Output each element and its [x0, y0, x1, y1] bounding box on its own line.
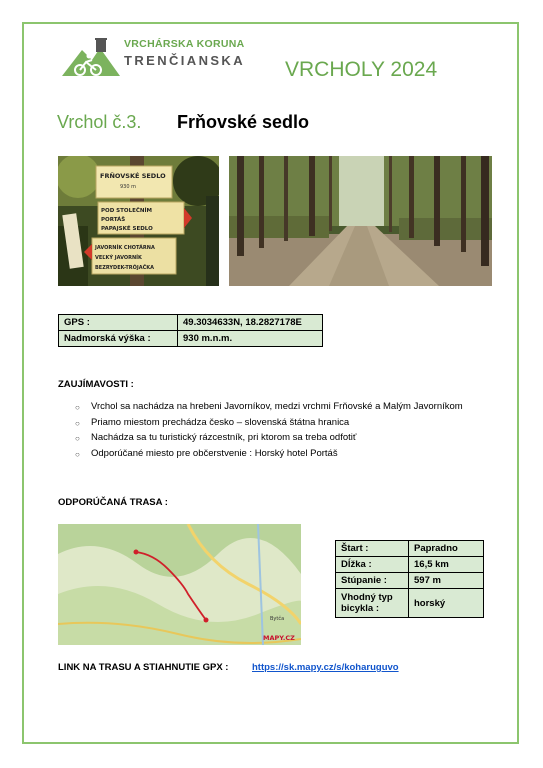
- bullet-icon: ○: [75, 418, 80, 428]
- gps-label: GPS :: [59, 315, 178, 331]
- sign-line-4: PORTÁŠ: [101, 217, 126, 223]
- logo-line1: VRCHÁRSKA KORUNA: [124, 38, 245, 50]
- route-map[interactable]: [58, 524, 301, 645]
- sign-line-6: JAVORNÍK CHOTÁRNA: [95, 245, 155, 251]
- table-row: [336, 541, 484, 557]
- start-value: Papradno: [409, 541, 484, 557]
- route-title: ODPORÚČANÁ TRASA :: [58, 497, 168, 508]
- sign-line-8: BEZRYDEK-TRÓJAČKA: [95, 265, 155, 271]
- peak-name: Frňovské sedlo: [177, 112, 310, 132]
- route-link[interactable]: https://sk.mapy.cz/s/koharuguvo: [252, 662, 399, 673]
- length-value: 16,5 km: [409, 557, 484, 573]
- table-row: [59, 315, 323, 331]
- sign-line-2: 930 m: [120, 184, 137, 190]
- peak-number: Vrchol č.3.: [57, 112, 142, 132]
- bullet-icon: ○: [75, 434, 80, 443]
- list-item: ○ Priamo miestom prechádza česko – slovenská štátna hranica: [75, 415, 463, 431]
- sign-line-3: POD STOLEČNÍM: [101, 208, 152, 214]
- sign-line-7: VEĽKÝ JAVORNÍK: [95, 255, 142, 261]
- list-item: ○ Vrchol sa nachádza na hrebeni Javorníkov, medzi vrchmi Frňovské a Malým Javorníkom: [75, 399, 463, 415]
- mapy-cz-logo: MAPY.CZ: [263, 634, 295, 642]
- list-item: ○ Odporúčané miesto pre občerstvenie : Horský hotel Portáš: [75, 446, 463, 462]
- sign-line-5: PAPAJSKÉ SEDLO: [101, 226, 153, 232]
- bullet-icon: ○: [75, 449, 80, 459]
- bullet-icon: ○: [75, 403, 80, 412]
- table-row: [336, 589, 484, 618]
- link-label: LINK NA TRASU A STIAHNUTIE GPX :: [58, 662, 229, 673]
- logo: [62, 38, 247, 80]
- gps-value: 49.3034633N, 18.2827178E: [178, 315, 323, 331]
- attractions-list: [75, 399, 463, 461]
- attractions-title: ZAUJÍMAVOSTI :: [58, 379, 134, 390]
- signpost-photo: [58, 156, 219, 286]
- logo-line2: TRENČIANSKA: [124, 53, 246, 68]
- mountain-bike-logo-icon: [62, 38, 122, 80]
- climb-value: 597 m: [409, 573, 484, 589]
- altitude-label: Nadmorská výška :: [59, 331, 178, 347]
- altitude-value: 930 m.n.m.: [178, 331, 323, 347]
- year-title: VRCHOLY 2024: [285, 58, 438, 81]
- location-table: [58, 314, 323, 347]
- sign-line-1: FRŇOVSKÉ SEDLO: [100, 172, 166, 180]
- table-row: [336, 573, 484, 589]
- bike-type-value: horský: [409, 589, 484, 618]
- map-town-label: Bytča: [270, 616, 285, 622]
- start-label: Štart :: [336, 541, 409, 557]
- bike-type-label: Vhodný typ bicykla :: [336, 589, 409, 618]
- route-table: [335, 540, 484, 618]
- forest-road-photo: [229, 156, 492, 286]
- table-row: [336, 557, 484, 573]
- length-label: Dĺžka :: [336, 557, 409, 573]
- table-row: [59, 331, 323, 347]
- list-item: ○ Nachádza sa tu turistický rázcestník, pri ktorom sa treba odfotiť: [75, 430, 463, 446]
- climb-label: Stúpanie :: [336, 573, 409, 589]
